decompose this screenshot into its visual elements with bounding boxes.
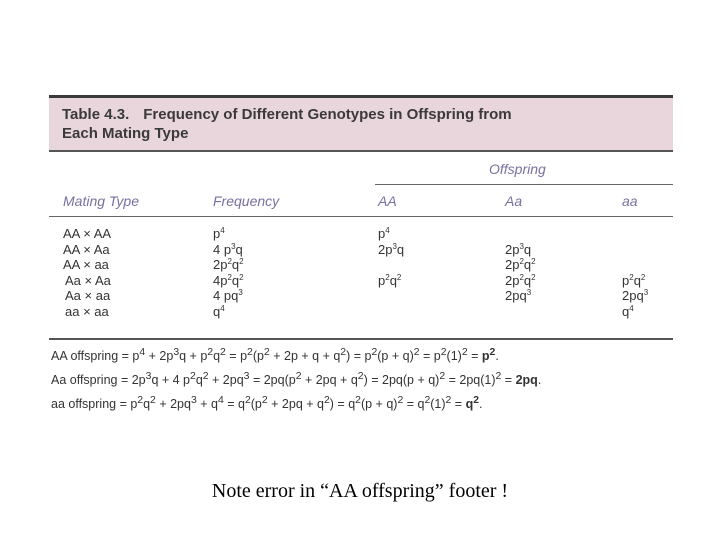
footnote-Aa: Aa offspring = $2p^3q + 4$ $p^2q^2 + 2pq^3 = 2pq(p^2 + 2pq + q^2) = 2pq(p + q)^2 = 2pq(1)^2 = 2pq$.	[51, 371, 542, 388]
cell-frequency-row-1: $p^4$	[213, 226, 225, 241]
table-title-line-1	[62, 106, 512, 123]
table-title: Frequency of Different Genotypes in Offspring from	[143, 106, 512, 123]
footnote-aa: aa offspring = $p^2q^2 + 2pq^3 + q^4 = q^2(p^2 + 2pq + q^2) = q^2(p + q)^2 = q^2(1)^2 = q^2$.	[51, 395, 483, 412]
cell-AA-row-2: $2p^3q$	[378, 241, 405, 257]
cell-mating-type-row-4: Aa × Aa	[65, 272, 111, 288]
cell-AA-row-4: $p^2q^2$	[378, 272, 402, 288]
slide-caption: Note error in “AA offspring” footer !	[211, 480, 509, 502]
cell-aa-row-5: $2pq^3$	[622, 288, 649, 304]
cell-mating-type-row-1: AA × AA	[63, 226, 112, 241]
cell-AA-row-1: $p^4$	[378, 226, 390, 241]
col-header-aa: aa	[622, 193, 638, 209]
cell-frequency-row-2: 4 $p^3q$	[213, 241, 243, 257]
cell-Aa-row-3: $2p^2q^2$	[505, 257, 536, 273]
column-header-rule	[49, 216, 673, 217]
offspring-rule	[375, 184, 673, 185]
col-header-mating-type: Mating Type	[63, 193, 139, 209]
cell-frequency-row-3: $2p^2q^2$	[213, 257, 244, 273]
table-title-band	[49, 98, 673, 150]
cell-aa-row-6: $q^4$	[622, 304, 634, 319]
footnote-AA: AA offspring = $p^4 + 2p^3q + p^2q^2 = p^2(p^2 + 2p + q + q^2) = p^2(p + q)^2 = p^2(1)^2 = p^2$.	[51, 347, 499, 364]
cell-frequency-row-5: 4 $pq^3$	[213, 288, 243, 304]
cell-Aa-row-5: $2pq^3$	[505, 288, 532, 304]
cell-frequency-row-4: $4p^2q^2$	[213, 272, 244, 288]
cell-aa-row-4: $p^2q^2$	[622, 272, 646, 288]
cell-mating-type-row-2: AA × Aa	[63, 241, 110, 257]
offspring-header: Offspring	[489, 161, 546, 177]
col-header-Aa: Aa	[505, 193, 523, 209]
table-body-rule	[49, 338, 673, 340]
cell-frequency-row-6: $q^4$	[213, 304, 225, 319]
title-band-rule	[49, 150, 673, 152]
table-title-line-2: Each Mating Type	[62, 125, 189, 142]
cell-Aa-row-2: $2p^3q$	[505, 241, 532, 257]
col-header-frequency: Frequency	[213, 193, 280, 209]
cell-mating-type-row-3: AA × aa	[63, 257, 109, 273]
col-header-AA: AA	[378, 193, 397, 209]
cell-Aa-row-4: $2p^2q^2$	[505, 272, 536, 288]
table-label: Table 4.3.	[62, 106, 130, 123]
cell-mating-type-row-5: Aa × aa	[65, 288, 111, 304]
cell-mating-type-row-6: aa × aa	[65, 304, 109, 319]
